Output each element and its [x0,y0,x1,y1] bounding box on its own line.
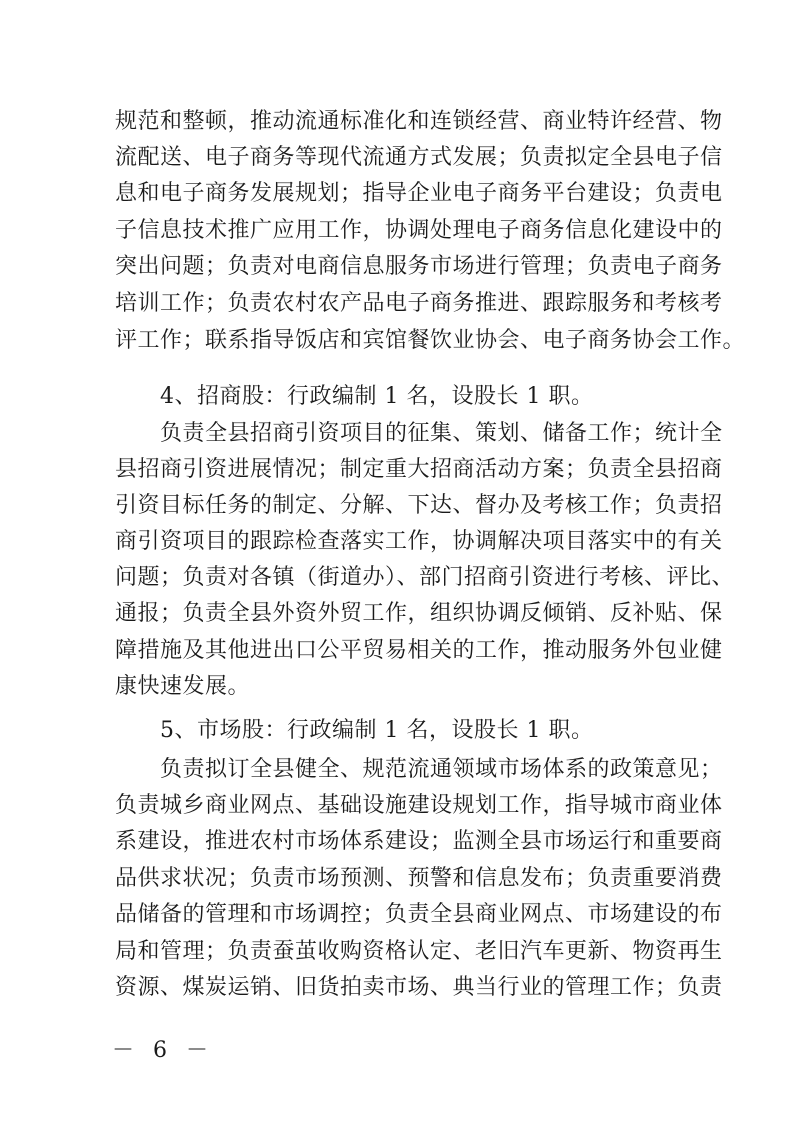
text-line: 障措施及其他进出口公平贸易相关的工作，推动服务外包业健 [115,638,723,663]
text-line: 负责拟订全县健全、规范流通领域市场体系的政策意见； [160,757,723,782]
text-line: 流配送、电子商务等现代流通方式发展；负责拟定全县电子信 [115,145,723,170]
text-line: 负责城乡商业网点、基础设施建设规划工作，指导城市商业体 [115,793,723,818]
text-line: 通报；负责全县外资外贸工作，组织协调反倾销、反补贴、保 [115,601,723,626]
text-line: 品储备的管理和市场调控；负责全县商业网点、市场建设的布 [115,902,723,927]
text-line: 负责全县招商引资项目的征集、策划、储备工作；统计全 [160,421,723,446]
section-heading-zhaoshang: 4、招商股：行政编制 1 名，设股长 1 职。 [160,384,594,409]
text-line: 品供求状况；负责市场预测、预警和信息发布；负责重要消费 [115,866,723,891]
text-line: 局和管理；负责蚕茧收购资格认定、老旧汽车更新、物资再生 [115,939,723,964]
text-line: 商引资项目的跟踪检查落实工作，协调解决项目落实中的有关 [115,529,723,554]
text-line: 子信息技术推广应用工作，协调处理电子商务信息化建设中的 [115,218,723,243]
text-line: 突出问题；负责对电商信息服务市场进行管理；负责电子商务 [115,254,723,279]
text-line: 资源、煤炭运销、旧货拍卖市场、典当行业的管理工作；负责 [115,975,723,1000]
text-line: 问题；负责对各镇（街道办）、部门招商引资进行考核、评比、 [115,565,735,590]
text-line: 培训工作；负责农村农产品电子商务推进、跟踪服务和考核考 [115,291,723,316]
text-line: 康快速发展。 [115,674,251,699]
text-line: 规范和整顿，推动流通标准化和连锁经营、商业特许经营、物 [115,109,723,134]
text-line: 县招商引资进展情况；制定重大招商活动方案；负责全县招商 [115,457,723,482]
section-heading-shichang: 5、市场股：行政编制 1 名，设股长 1 职。 [160,718,594,743]
page-number: － 6 － [112,1038,214,1063]
text-line: 引资目标任务的制定、分解、下达、督办及考核工作；负责招 [115,493,723,518]
text-line: 评工作；联系指导饭店和宾馆餐饮业协会、电子商务协会工作。 [115,328,746,353]
text-line: 息和电子商务发展规划；指导企业电子商务平台建设；负责电 [115,181,723,206]
text-line: 系建设，推进农村市场体系建设；监测全县市场运行和重要商 [115,829,723,854]
